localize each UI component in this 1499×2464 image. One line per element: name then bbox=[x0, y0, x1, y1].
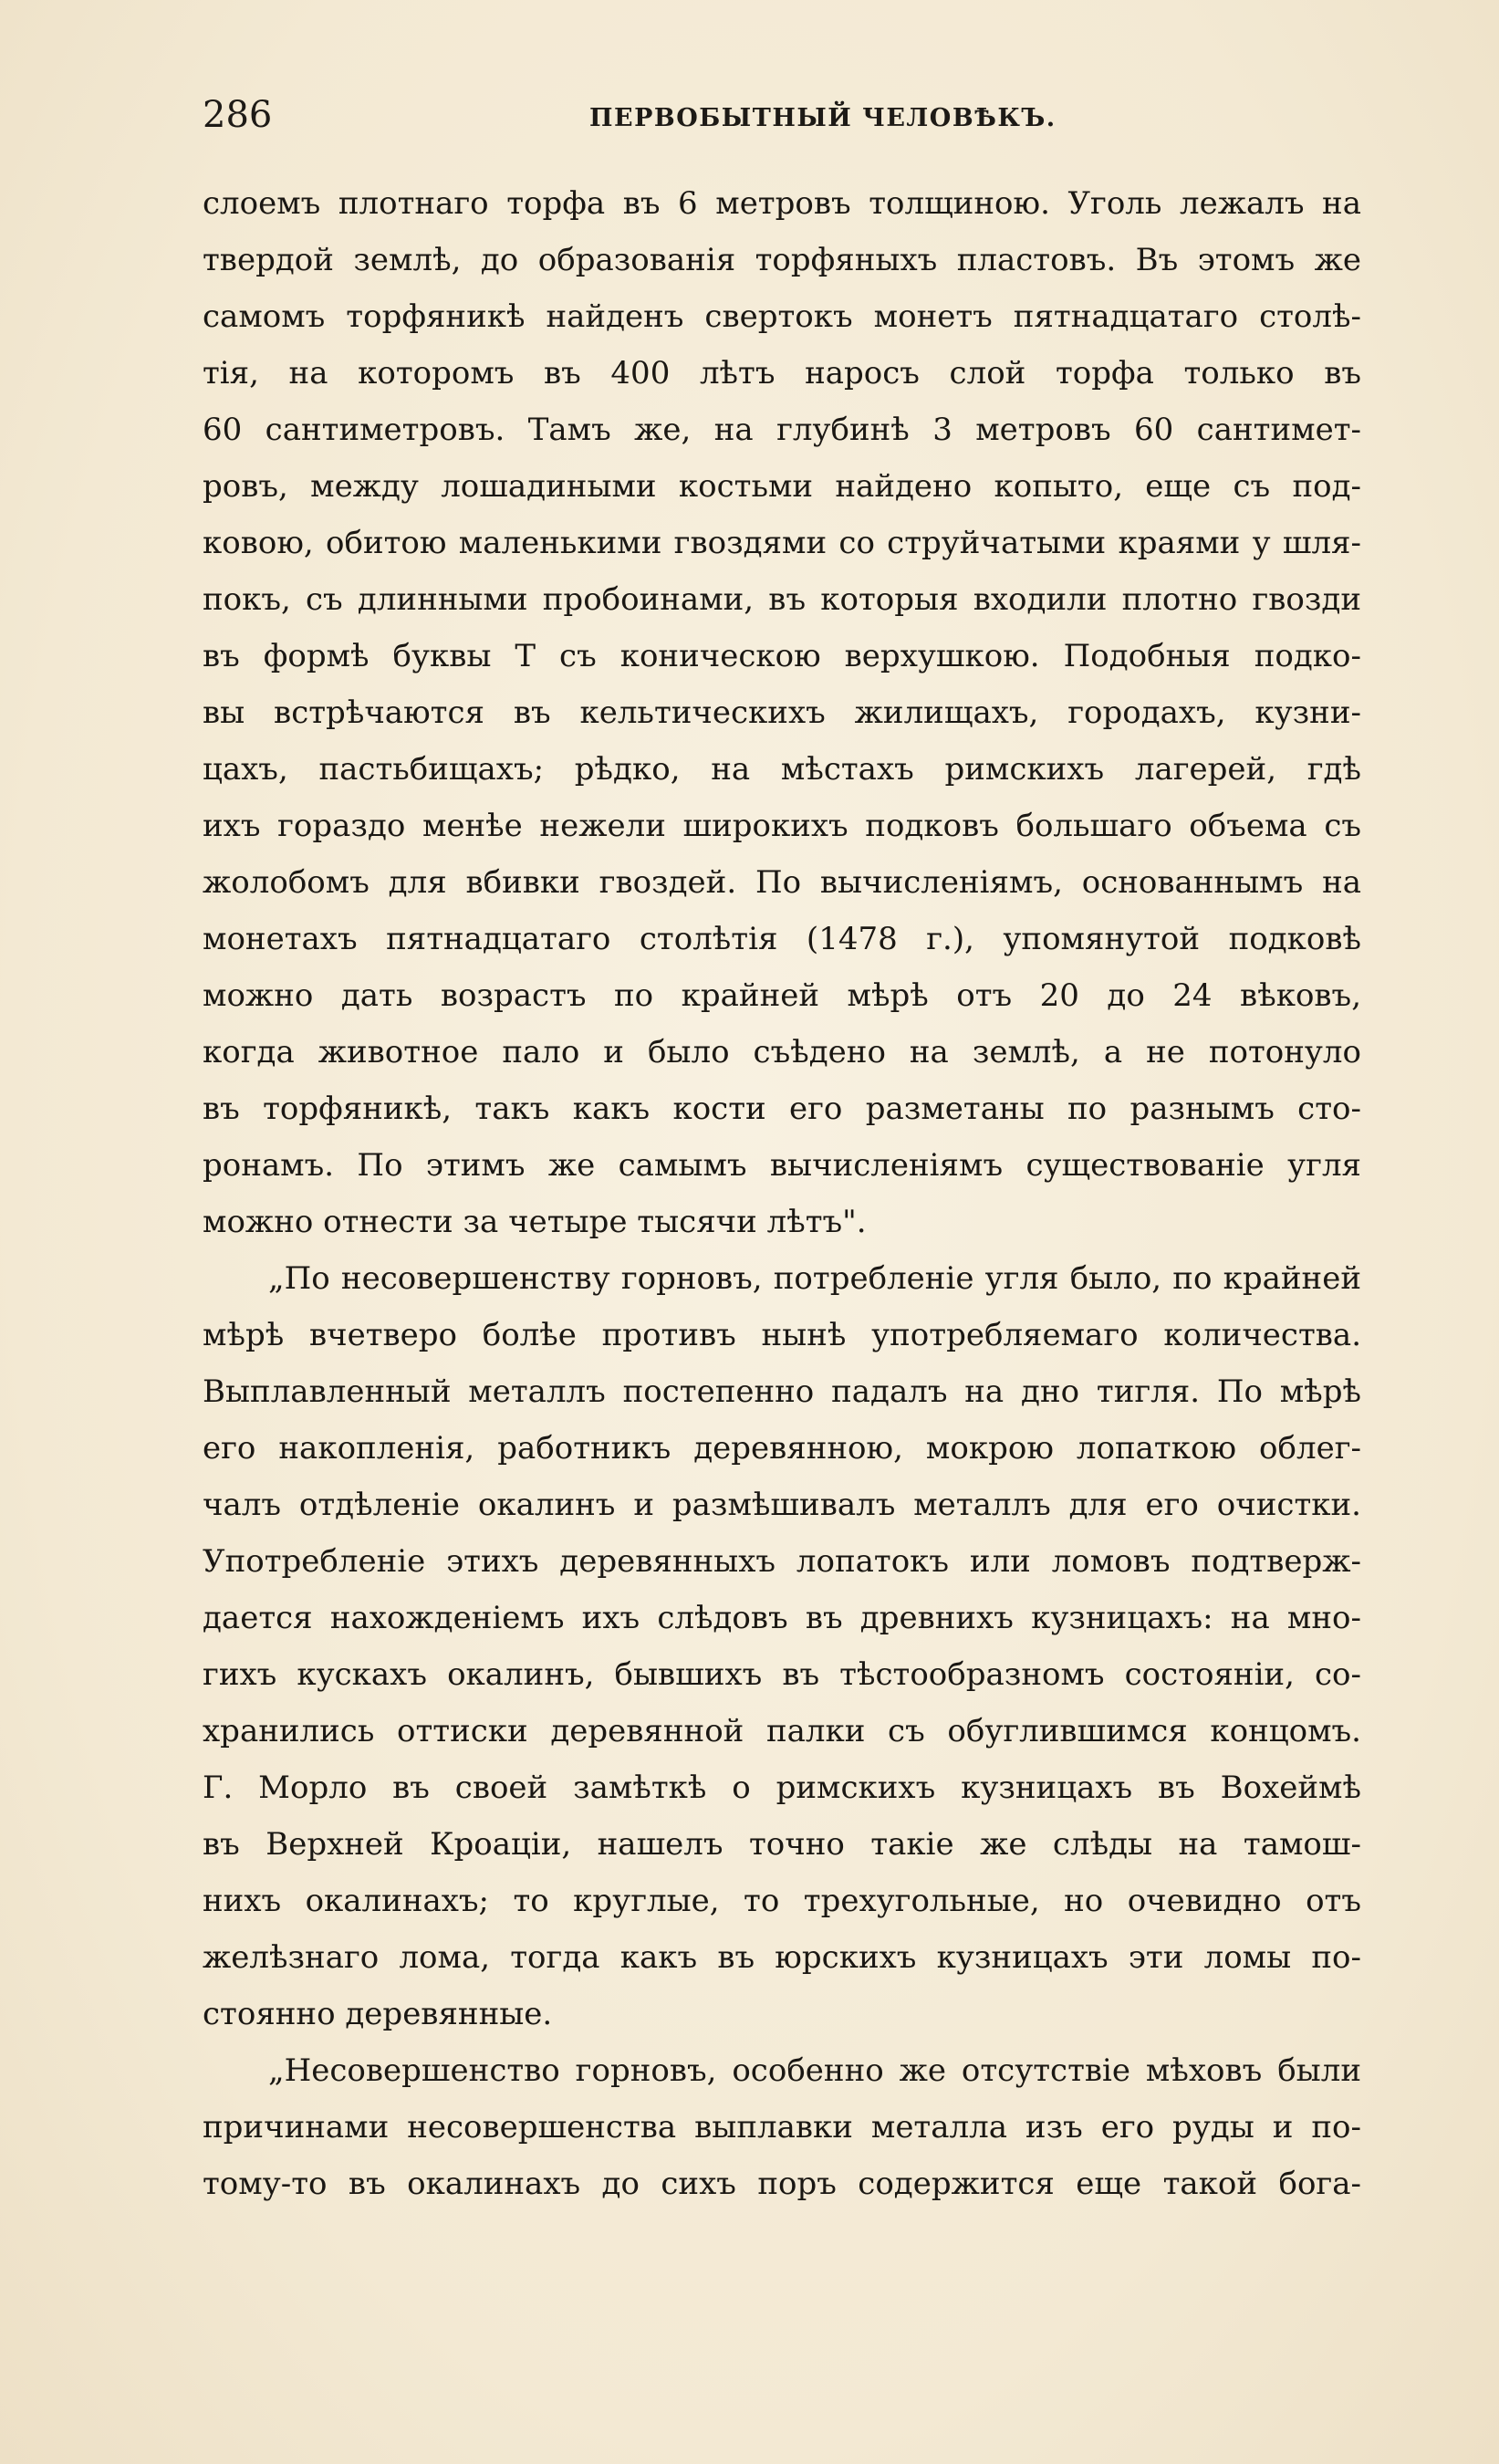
text-line: монетахъ пятнадцатаго столѣтія (1478 г.), упомянутой подковѣ bbox=[203, 921, 1361, 957]
text-line: причинами несовершенства выплавки металла изъ его руды и по- bbox=[203, 2109, 1361, 2146]
text-line: можно дать возрастъ по крайней мѣрѣ отъ 20 до 24 вѣковъ, bbox=[203, 977, 1361, 1014]
text-line: твердой землѣ, до образованія торфяныхъ пластовъ. Въ этомъ же bbox=[203, 242, 1361, 278]
text-line: тому-то въ окалинахъ до сихъ поръ содержится еще такой бога- bbox=[203, 2166, 1361, 2202]
text-line: чалъ отдѣленіе окалинъ и размѣшивалъ металлъ для его очистки. bbox=[203, 1487, 1361, 1523]
paragraph-3 bbox=[203, 2042, 1361, 2212]
text-line: вы встрѣчаются въ кельтическихъ жилищахъ, городахъ, кузни- bbox=[203, 694, 1361, 731]
text-line: ровъ, между лошадиными костьми найдено копыто, еще съ под- bbox=[203, 468, 1361, 505]
paragraph-2 bbox=[203, 1250, 1361, 2042]
text-line: самомъ торфяникѣ найденъ свертокъ монетъ пятнадцатаго столѣ- bbox=[203, 298, 1361, 335]
text-line: нихъ окалинахъ; то круглые, то трехугольные, но очевидно отъ bbox=[203, 1883, 1361, 1919]
page-header bbox=[203, 88, 1361, 142]
text-line: въ торфяникѣ, такъ какъ кости его разметаны по разнымъ сто- bbox=[203, 1091, 1361, 1127]
text-line: желѣзнаго лома, тогда какъ въ юрскихъ кузницахъ эти ломы по- bbox=[203, 1939, 1361, 1976]
text-line: въ Верхней Кроаціи, нашелъ точно такіе же слѣды на тамош- bbox=[203, 1826, 1361, 1863]
text-line: тія, на которомъ въ 400 лѣтъ наросъ слой торфа только въ bbox=[203, 355, 1361, 392]
text-line: цахъ, пастьбищахъ; рѣдко, на мѣстахъ римскихъ лагерей, гдѣ bbox=[203, 751, 1361, 788]
text-line: слоемъ плотнаго торфа въ 6 метровъ толщиною. Уголь лежалъ на bbox=[203, 185, 1361, 222]
text-line: ихъ гораздо менѣе нежели широкихъ подковъ большаго объема съ bbox=[203, 808, 1361, 844]
text-line: Употребленіе этихъ деревянныхъ лопатокъ или ломовъ подтверж- bbox=[203, 1543, 1361, 1580]
text-line: стоянно деревянные. bbox=[203, 1996, 553, 2032]
paragraph-1 bbox=[203, 175, 1361, 1250]
text-line: ронамъ. По этимъ же самымъ вычисленіямъ существованіе угля bbox=[203, 1147, 1361, 1184]
text-line: „По несовершенству горновъ, потребленіе угля было, по крайней bbox=[268, 1260, 1361, 1297]
text-line: можно отнести за четыре тысячи лѣтъ". bbox=[203, 1204, 867, 1240]
text-line: покъ, съ длинными пробоинами, въ которыя входили плотно гвозди bbox=[203, 581, 1361, 618]
body-text bbox=[203, 175, 1361, 2212]
running-head: ПЕРВОБЫТНЫЙ ЧЕЛОВѢКЪ. bbox=[589, 104, 1057, 132]
text-line: жолобомъ для вбивки гвоздей. По вычисленіямъ, основаннымъ на bbox=[203, 864, 1361, 901]
text-line: въ формѣ буквы Т съ коническою верхушкою. Подобныя подко- bbox=[203, 638, 1361, 674]
page-number: 286 bbox=[203, 94, 273, 136]
text-line: когда животное пало и было съѣдено на землѣ, а не потонуло bbox=[203, 1034, 1361, 1070]
text-line: его накопленія, работникъ деревянною, мокрою лопаткою облег- bbox=[203, 1430, 1361, 1467]
text-line: Выплавленный металлъ постепенно падалъ на дно тигля. По мѣрѣ bbox=[203, 1373, 1361, 1410]
text-line: гихъ кускахъ окалинъ, бывшихъ въ тѣстообразномъ состояніи, со- bbox=[203, 1656, 1361, 1693]
text-line: мѣрѣ вчетверо болѣе противъ нынѣ употребляемаго количества. bbox=[203, 1317, 1361, 1353]
text-line: 60 сантиметровъ. Тамъ же, на глубинѣ 3 метровъ 60 сантимет- bbox=[203, 412, 1361, 448]
text-line: Г. Морло въ своей замѣткѣ о римскихъ кузницахъ въ Вохеймѣ bbox=[203, 1770, 1361, 1806]
text-line: хранились оттиски деревянной палки съ обуглившимся концомъ. bbox=[203, 1713, 1361, 1749]
text-line: „Несовершенство горновъ, особенно же отсутствіе мѣховъ были bbox=[268, 2052, 1361, 2089]
text-line: ковою, обитою маленькими гвоздями со струйчатыми краями у шля- bbox=[203, 525, 1361, 561]
text-line: дается нахожденіемъ ихъ слѣдовъ въ древнихъ кузницахъ: на мно- bbox=[203, 1600, 1361, 1636]
